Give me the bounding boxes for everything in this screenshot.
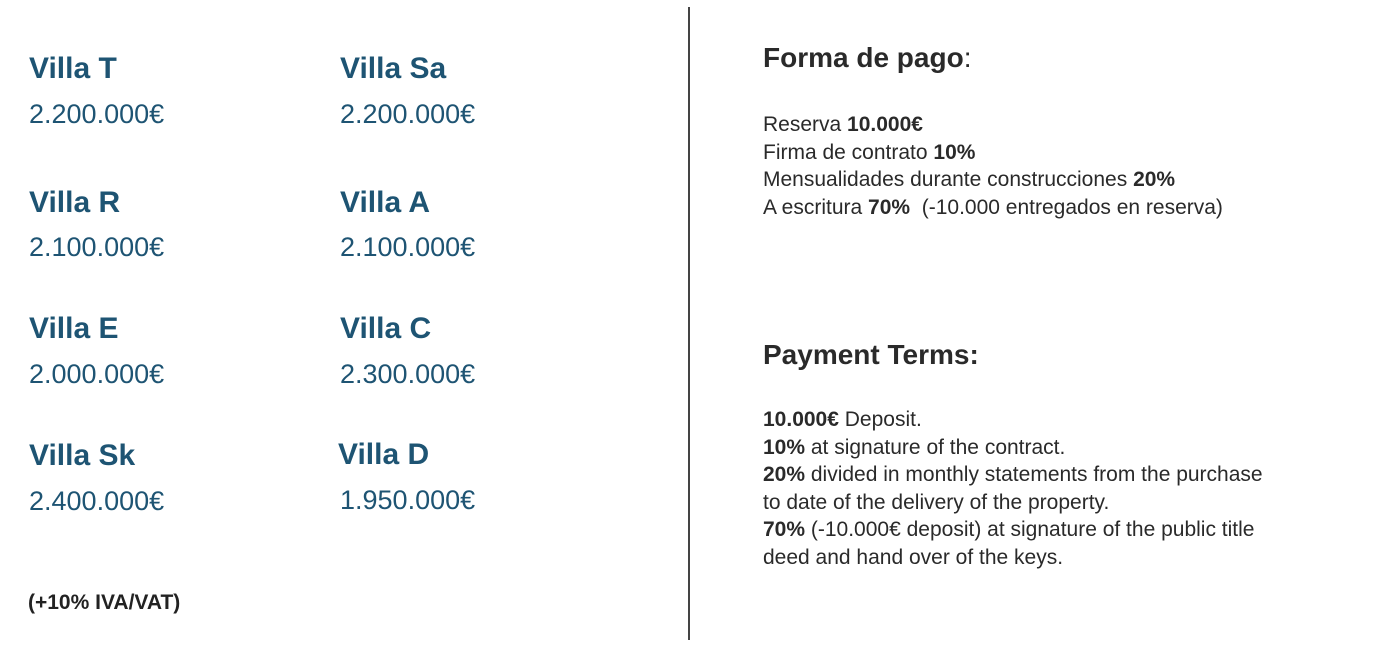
payment-terms-line: 10% at signature of the contract. [763,435,1066,459]
villa-price: 2.000.000€ [29,359,165,389]
vat-note: (+10% IVA/VAT) [28,591,181,614]
villa-name: Villa E [29,312,119,345]
villa-name: Villa Sa [340,52,447,85]
villa-name: Villa D [338,438,430,471]
payment-terms-line: 10.000€ Deposit. [763,408,922,431]
forma-de-pago-line: A escritura 70% (-10.000 entregados en reserva) [763,195,1223,219]
villa-price: 2.300.000€ [340,359,476,389]
villa-price: 2.100.000€ [29,232,165,262]
forma-de-pago-line: Mensualidades durante construcciones 20% [763,168,1176,191]
payment-terms-line: 20% divided in monthly statements from the purchase [763,463,1263,486]
forma-de-pago-list [763,111,1223,221]
payment-terms-line: deed and hand over of the keys. [763,545,1064,569]
payment-terms-line: 70% (-10.000€ deposit) at signature of the public title [763,518,1255,541]
villa-name: Villa A [340,186,431,219]
villa-price: 2.400.000€ [29,486,165,516]
payment-terms-list [763,406,1263,571]
forma-de-pago-heading [763,44,971,72]
villa-name: Villa Sk [29,439,136,472]
villa-price: 2.200.000€ [29,99,165,129]
forma-de-pago-title: Forma de pago [763,42,964,73]
column-divider [688,7,690,640]
villa-price: 2.100.000€ [340,232,476,262]
villa-name: Villa T [29,52,117,85]
villa-price: 1.950.000€ [340,485,476,515]
forma-de-pago-line: Reserva 10.000€ [763,113,923,136]
villa-price: 2.200.000€ [340,99,476,129]
forma-de-pago-line: Firma de contrato 10% [763,140,976,164]
payment-terms-line: to date of the delivery of the property. [763,490,1110,514]
payment-terms-heading: Payment Terms: [763,339,979,370]
villa-name: Villa C [340,312,432,345]
villa-name: Villa R [29,186,121,219]
heading-colon: : [963,42,972,73]
